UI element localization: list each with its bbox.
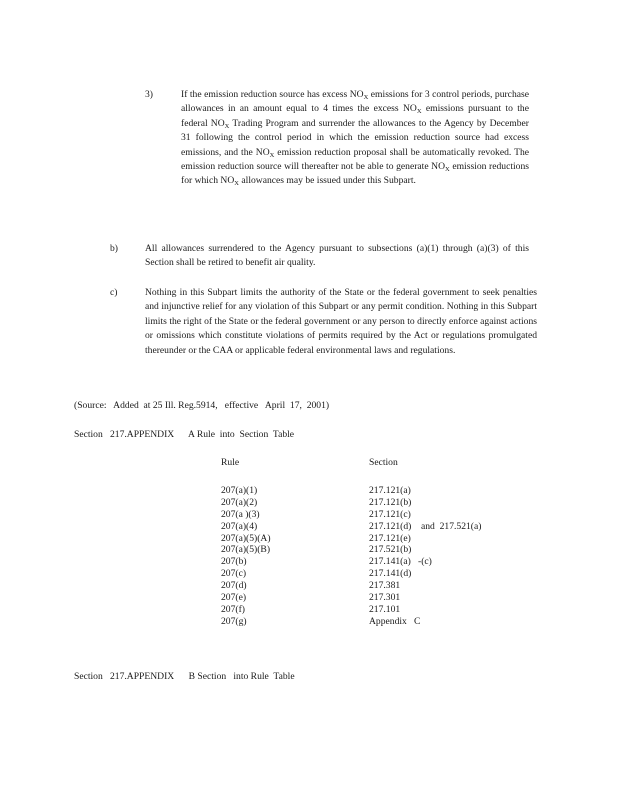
table-row — [221, 485, 541, 497]
appendix-b-heading: Section 217.APPENDIX B Section into Rule Table — [74, 671, 295, 682]
item-c-number: c) — [110, 287, 118, 298]
item-3-number: 3) — [145, 89, 153, 100]
section-cell: 217.381 — [369, 580, 401, 592]
rule-cell: 207(c) — [221, 568, 247, 580]
rule-cell: 207(g) — [221, 615, 247, 627]
rule-cell: 207(a)(5)(A) — [221, 532, 271, 544]
table-row — [221, 509, 541, 521]
table-row — [221, 556, 541, 568]
rule-cell: 207(a )(3) — [221, 508, 260, 520]
rule-cell: 207(d) — [221, 580, 247, 592]
section-cell: 217.121(a) — [369, 485, 411, 496]
section-cell: 217.141(a) -(c) — [369, 556, 432, 568]
table-body — [221, 485, 541, 628]
item-b-paragraph: All allowances surrendered to the Agency pursuant to subsections (a)(1) through (a)(3) of this Section shall be retired to benefit air quality. — [145, 243, 529, 269]
rule-section-table — [221, 456, 541, 628]
section-cell: 217.121(e) — [369, 532, 411, 544]
table-row — [221, 533, 541, 545]
table-row — [221, 497, 541, 509]
section-cell: Appendix C — [369, 615, 421, 627]
column-header-section: Section — [369, 457, 398, 468]
section-cell: 217.121(b) — [369, 496, 412, 508]
table-row — [221, 521, 541, 533]
section-cell: 217.141(d) — [369, 568, 412, 580]
section-cell: 217.101 — [369, 603, 401, 615]
rule-cell: 207(a)(2) — [221, 496, 258, 508]
item-b-number: b) — [110, 243, 118, 254]
table-row — [221, 592, 541, 604]
source-note: (Source: Added at 25 Ill. Reg.5914, effective April 17, 2001) — [74, 400, 330, 411]
rule-cell: 207(f) — [221, 603, 245, 615]
column-header-rule: Rule — [221, 457, 240, 468]
table-header — [221, 456, 541, 485]
table-row — [221, 544, 541, 556]
table-row — [221, 616, 541, 628]
rule-cell: 207(a)(1) — [221, 485, 258, 496]
table-row — [221, 568, 541, 580]
section-cell: 217.521(b) — [369, 544, 412, 556]
rule-cell: 207(a)(4) — [221, 520, 258, 532]
rule-cell: 207(b) — [221, 556, 247, 568]
rule-cell: 207(a)(5)(B) — [221, 544, 271, 556]
section-cell: 217.121(d) and 217.521(a) — [369, 520, 482, 532]
appendix-a-heading: Section 217.APPENDIX A Rule into Section Table — [74, 429, 295, 440]
section-cell: 217.301 — [369, 592, 401, 604]
item-c-paragraph: Nothing in this Subpart limits the authority of the State or the federal government to seek penalties and injunctive relief for any violation of this Subpart or any permit condition. Nothing in this Subpart limits the right of the State or the federal government or any person to directly enforce against actions or omissions which constitute violations of permits required by the Act or regulations promulgated thereunder or the CAA or applicable federal environmental laws and regulations. — [145, 287, 537, 356]
item-3-paragraph: If the emission reduction source has excess $NO_X$ emissions for 3 control periods, purchase allowances in an amount equal to 4 times the excess $NO_X$ emissions pursuant to the federal $NO_X$ Trading Program and surrender the allowances to the Agency by December 31 following the control period in which the emission reduction source had excess emissions, and the $NO_X$ emission reduction proposal shall be automatically revoked. The emission reduction source will thereafter not be able to generate $NO_X$ emission reductions for which $NO_X$ allowances may be issued under this Subpart. — [181, 89, 530, 188]
section-cell: 217.121(c) — [369, 508, 411, 520]
table-row — [221, 604, 541, 616]
table-row — [221, 580, 541, 592]
rule-cell: 207(e) — [221, 592, 247, 604]
